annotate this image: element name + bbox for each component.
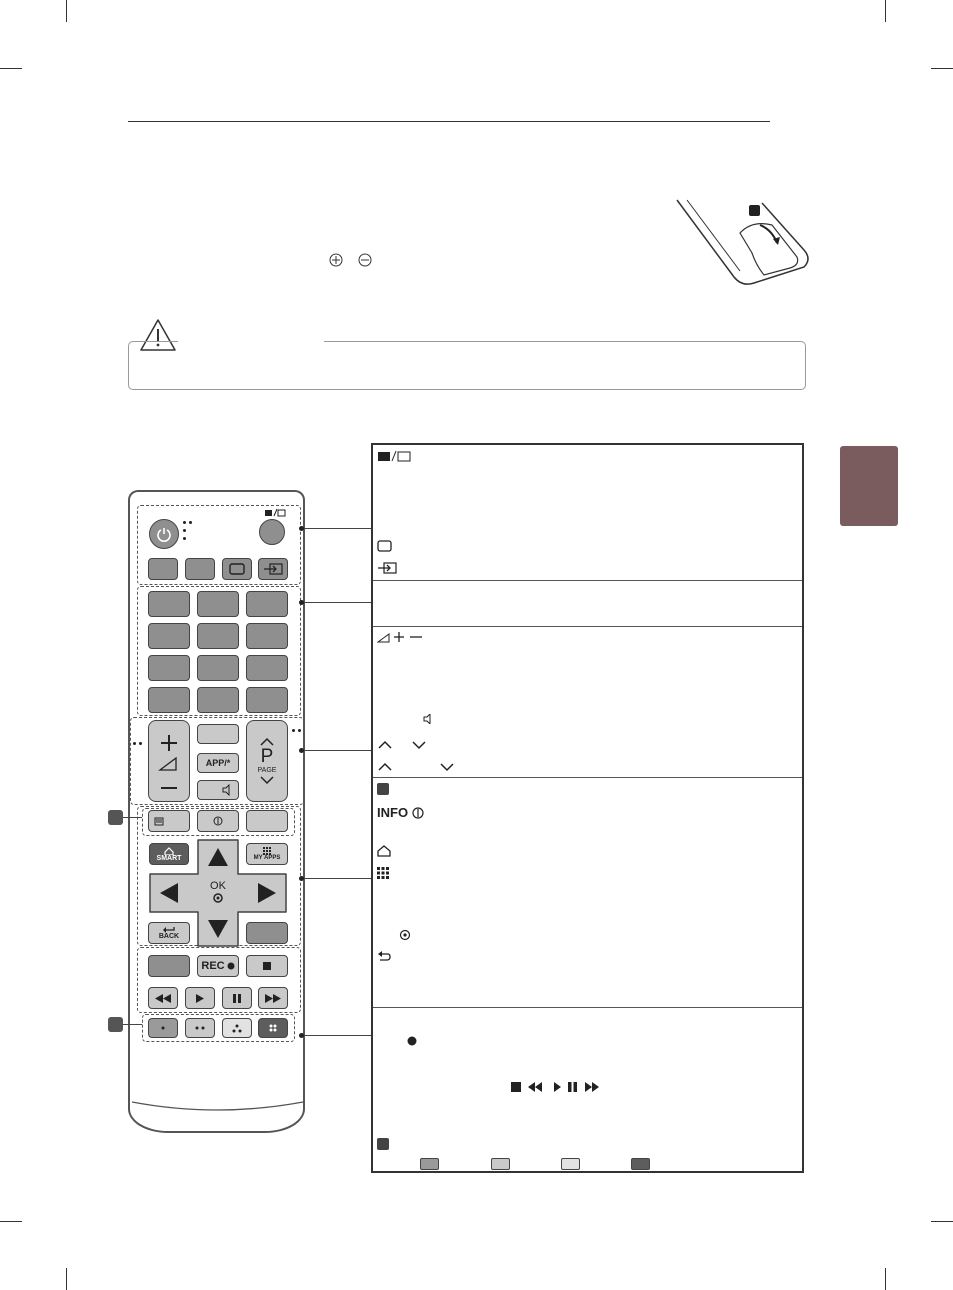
chevron-down-icon <box>259 774 275 786</box>
crop-mark <box>931 1221 953 1222</box>
smart-label: SMART <box>156 854 182 862</box>
number-button <box>148 687 190 713</box>
ratio-icon <box>377 540 393 552</box>
page-label: PAGE <box>257 766 277 774</box>
crop-mark <box>885 0 886 22</box>
indicator-dots <box>183 529 186 532</box>
button-description-panel <box>371 443 804 1173</box>
four-dots-icon <box>269 1024 277 1032</box>
remote-button <box>148 955 190 977</box>
three-dots-icon <box>232 1024 242 1033</box>
record-icon <box>407 1036 417 1046</box>
indicator-dots <box>139 742 142 745</box>
panel-separator <box>373 777 802 778</box>
play-icon <box>196 994 204 1003</box>
power-button <box>149 519 179 549</box>
crop-mark <box>66 0 67 22</box>
volume-rocker <box>148 720 190 802</box>
blue-button-icon <box>631 1158 650 1170</box>
rec-button <box>197 955 239 977</box>
ratio-button <box>222 558 252 580</box>
panel-item-home <box>377 845 391 857</box>
record-icon <box>227 962 235 970</box>
pause-icon <box>233 994 241 1003</box>
mute-icon <box>423 714 433 724</box>
number-button <box>148 655 190 681</box>
remote-button <box>246 922 288 944</box>
home-icon <box>377 845 391 857</box>
panel-item-playback <box>511 1081 603 1093</box>
chevron-up-icon <box>259 737 275 747</box>
apps-grid-icon <box>377 867 389 879</box>
pause-button <box>222 987 252 1009</box>
battery-cover-illustration <box>672 195 812 290</box>
callout-badge <box>377 783 389 795</box>
number-button <box>148 591 190 617</box>
program-rocker <box>246 720 288 802</box>
back-button <box>148 922 190 944</box>
info-button <box>197 810 239 832</box>
panel-item-badge-1 <box>377 783 389 795</box>
remote-button <box>246 810 288 832</box>
leader-line <box>304 1035 371 1036</box>
panel-item-input <box>377 562 397 574</box>
number-button <box>246 687 288 713</box>
mute-button <box>197 780 239 800</box>
back-label: BACK <box>158 933 180 940</box>
leader-line <box>304 528 371 529</box>
ok-icon <box>399 929 411 941</box>
program-label: P <box>260 745 274 767</box>
text-icon <box>154 817 164 826</box>
panel-item-badge-2 <box>377 1138 389 1150</box>
panel-separator <box>373 1007 802 1008</box>
callout-badge <box>108 810 123 825</box>
rewind-icon <box>155 994 171 1003</box>
info-icon <box>213 816 223 826</box>
crop-mark <box>931 68 953 69</box>
crop-mark <box>885 1268 886 1290</box>
number-button <box>197 591 239 617</box>
panel-separator <box>373 580 802 581</box>
panel-item-record <box>407 1036 417 1046</box>
tv-radio-icon <box>377 450 411 462</box>
yellow-button-icon <box>561 1158 580 1170</box>
panel-item-ratio <box>377 540 393 552</box>
remote-button <box>185 558 215 580</box>
yellow-button <box>222 1018 252 1038</box>
info-label: INFO <box>377 805 409 820</box>
red-button <box>148 1018 178 1038</box>
crop-mark <box>66 1268 67 1290</box>
ratio-icon <box>229 563 245 575</box>
text-button <box>148 810 190 832</box>
panel-item-volume <box>377 631 423 643</box>
stop-icon <box>263 962 271 970</box>
plus-minus-icons <box>328 252 374 273</box>
indicator-dots <box>292 729 295 732</box>
number-button <box>197 655 239 681</box>
input-icon <box>263 563 283 575</box>
header-rule <box>128 121 770 122</box>
power-icon <box>156 526 172 542</box>
chevron-up-down-icon <box>377 739 427 751</box>
input-icon <box>377 562 397 574</box>
tv-radio-button <box>259 519 285 545</box>
green-button <box>185 1018 215 1038</box>
number-button <box>246 591 288 617</box>
forward-button <box>258 987 288 1009</box>
playback-icons <box>511 1081 603 1093</box>
panel-item-ok <box>399 929 411 941</box>
app-button <box>197 753 239 773</box>
leader-line <box>304 602 371 603</box>
callout-leader <box>123 817 142 818</box>
ok-label: OK <box>210 880 226 892</box>
app-button-label: APP/* <box>205 758 231 768</box>
battery-polarity-icon <box>328 252 374 268</box>
two-dots-icon <box>195 1026 205 1030</box>
caution-box-gap <box>178 336 324 346</box>
chapter-tab <box>840 446 898 526</box>
number-button <box>197 623 239 649</box>
crop-mark <box>0 1221 22 1222</box>
green-button-icon <box>491 1158 510 1170</box>
indicator-dots <box>298 729 301 732</box>
chevron-up-down-icon <box>377 761 457 773</box>
callout-leader <box>123 1024 142 1025</box>
panel-item-tv-radio <box>377 450 411 462</box>
back-icon <box>162 926 176 933</box>
number-button <box>246 623 288 649</box>
callout-badge <box>108 1017 123 1032</box>
remote-button <box>197 724 239 744</box>
red-button-icon <box>420 1158 439 1170</box>
callout-badge <box>377 1138 389 1150</box>
number-button <box>246 655 288 681</box>
rewind-button <box>148 987 178 1009</box>
panel-item-mute <box>423 714 433 724</box>
crop-mark <box>0 68 22 69</box>
panel-item-page <box>377 761 457 773</box>
leader-line <box>304 878 371 879</box>
remote-button <box>148 558 178 580</box>
indicator-dots <box>133 742 136 745</box>
indicator-dots <box>189 521 192 524</box>
remote-bottom-curve <box>130 1100 305 1120</box>
panel-separator <box>373 626 802 627</box>
volume-icon <box>377 631 423 643</box>
rec-label: REC <box>201 960 225 972</box>
input-button <box>258 558 288 580</box>
leader-line <box>304 750 371 751</box>
back-icon <box>377 950 391 962</box>
panel-item-myapps <box>377 867 389 879</box>
volume-icon <box>154 725 184 797</box>
fast-forward-icon <box>265 994 281 1003</box>
panel-item-info <box>377 805 424 820</box>
panel-item-back <box>377 950 391 962</box>
panel-item-program <box>377 739 427 751</box>
myapps-label: MY APPS <box>253 855 281 861</box>
stop-button <box>246 955 288 977</box>
dot-icon <box>161 1026 165 1030</box>
blue-button <box>258 1018 288 1038</box>
mute-icon <box>203 784 233 796</box>
info-icon <box>412 807 424 819</box>
tv-radio-icon <box>264 508 286 518</box>
number-button <box>197 687 239 713</box>
indicator-dots <box>183 521 186 524</box>
number-button <box>148 623 190 649</box>
indicator-dots <box>183 537 186 540</box>
play-button <box>185 987 215 1009</box>
panel-item-color-buttons <box>420 1158 650 1170</box>
caution-box <box>128 341 806 390</box>
